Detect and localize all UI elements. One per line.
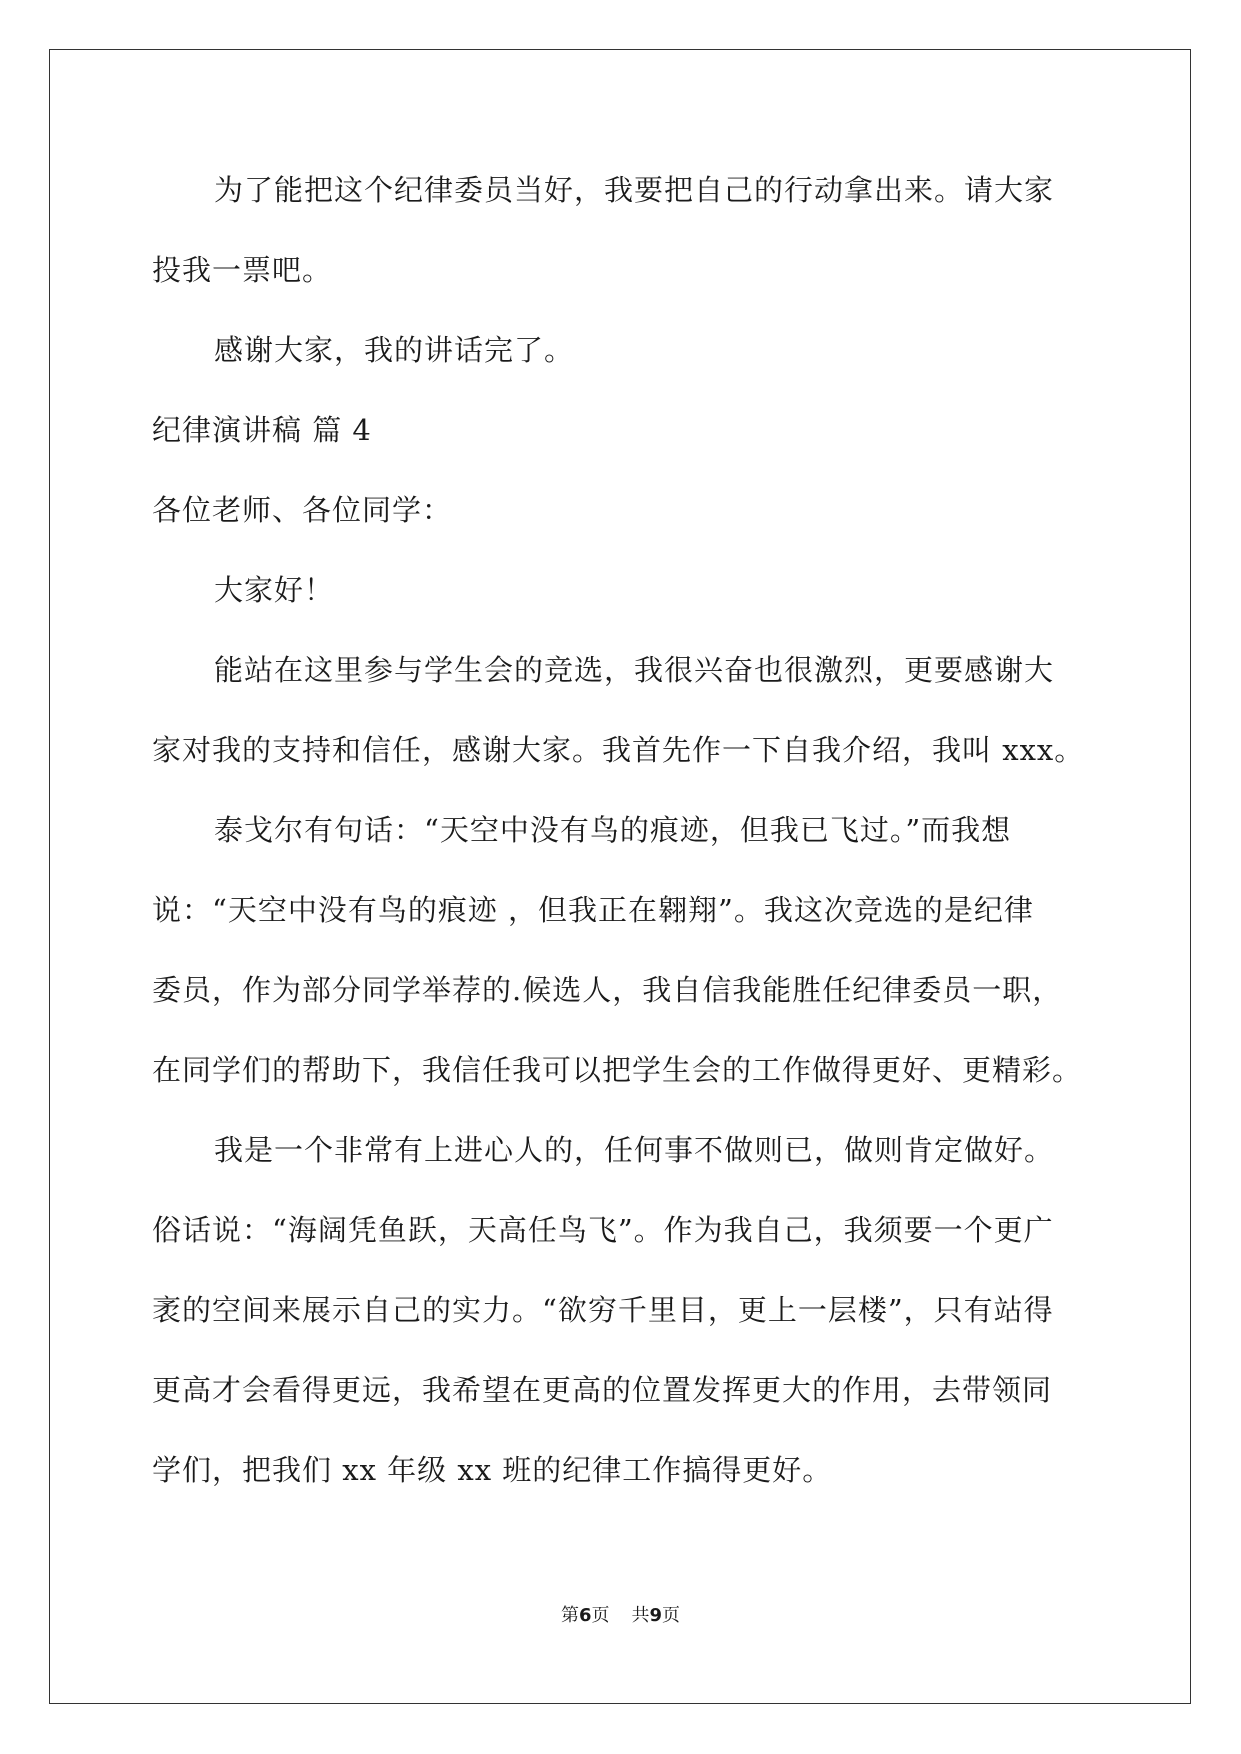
paragraph-line: 更高才会看得更远，我希望在更高的位置发挥更大的作用，去带领同 xyxy=(152,1373,1053,1407)
paragraph-line: 俗话说：“海阔凭鱼跃，天高任鸟飞”。作为我自己，我须要一个更广 xyxy=(152,1213,1054,1247)
paragraph-line: 家对我的支持和信任，感谢大家。我首先作一下自我介绍，我叫 xxx。 xyxy=(152,733,1085,767)
page-total: 9 xyxy=(649,1605,663,1626)
greeting: 大家好！ xyxy=(214,573,335,607)
paragraph-line: 委员，作为部分同学举荐的.候选人，我自信我能胜任纪律委员一职， xyxy=(152,973,1063,1007)
paragraph-line: 我是一个非常有上进心人的，任何事不做则已，做则肯定做好。 xyxy=(214,1133,1055,1167)
page-suffix: 页 xyxy=(591,1605,610,1626)
paragraph-line: 能站在这里参与学生会的竞选，我很兴奋也很激烈，更要感谢大 xyxy=(214,653,1055,687)
total-suffix: 页 xyxy=(662,1605,681,1626)
salutation: 各位老师、各位同学： xyxy=(152,493,453,527)
paragraph-line: 投我一票吧。 xyxy=(152,253,333,287)
total-prefix: 共 xyxy=(631,1605,650,1626)
page-current: 6 xyxy=(578,1605,592,1626)
section-heading: 纪律演讲稿 篇 4 xyxy=(152,413,372,447)
paragraph-line: 袤的空间来展示自己的实力。“欲穷千里目，更上一层楼”，只有站得 xyxy=(152,1293,1054,1327)
page-prefix: 第 xyxy=(560,1605,579,1626)
paragraph-line: 说：“天空中没有鸟的痕迹 ，但我正在翱翔”。我这次竞选的是纪律 xyxy=(152,893,1034,927)
paragraph-line: 为了能把这个纪律委员当好，我要把自己的行动拿出来。请大家 xyxy=(214,173,1055,207)
paragraph-line: 学们，把我们 xx 年级 xx 班的纪律工作搞得更好。 xyxy=(152,1453,833,1487)
page-footer xyxy=(0,1604,1241,1628)
paragraph-line: 在同学们的帮助下，我信任我可以把学生会的工作做得更好、更精彩。 xyxy=(152,1053,1083,1087)
paragraph-line: 感谢大家，我的讲话完了。 xyxy=(214,333,575,367)
paragraph-line: 泰戈尔有句话：“天空中没有鸟的痕迹，但我已飞过。”而我想 xyxy=(214,813,1012,847)
